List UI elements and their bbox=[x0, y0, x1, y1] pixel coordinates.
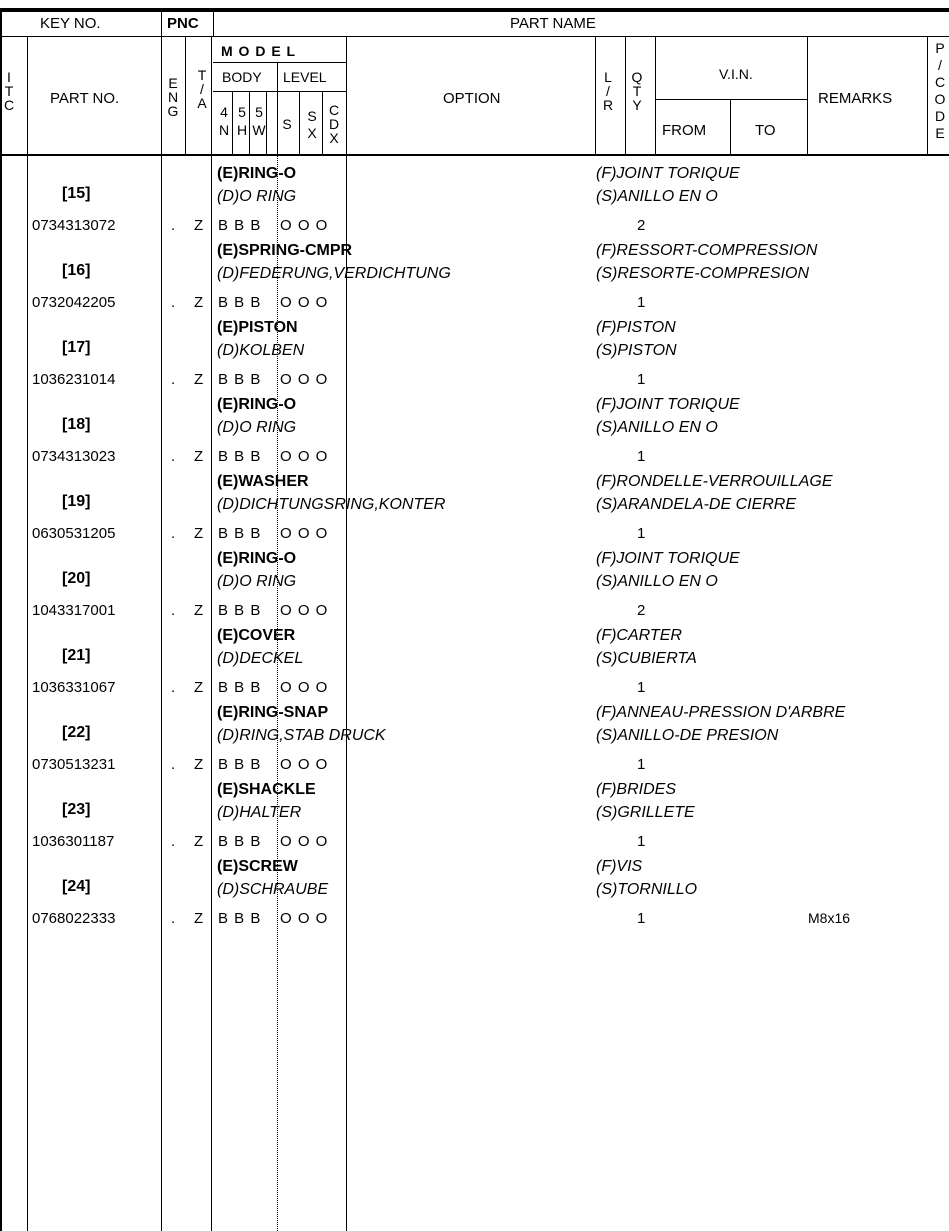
name-french: (F)BRIDES bbox=[596, 781, 676, 798]
ta-header: T / A bbox=[197, 67, 207, 111]
name-english: (E)SCREW bbox=[217, 858, 298, 875]
name-german: (D)O RING bbox=[217, 188, 297, 205]
body-codes: B B B bbox=[218, 679, 262, 696]
name-german: (D)DECKEL bbox=[217, 650, 304, 667]
model-dot: . bbox=[171, 448, 176, 465]
name-english: (E)RING-O bbox=[217, 396, 297, 413]
part-no: 1036231014 bbox=[32, 371, 116, 388]
hdr-vline-sx-cdx bbox=[322, 91, 323, 154]
quantity: 1 bbox=[637, 679, 646, 696]
hdr-vline-s-sx bbox=[299, 91, 300, 154]
key-no: [18] bbox=[62, 416, 91, 433]
ta-code: Z bbox=[194, 294, 204, 311]
name-spanish: (S)CUBIERTA bbox=[596, 650, 697, 667]
key-no-header: KEY NO. bbox=[40, 15, 101, 32]
model-dot: . bbox=[171, 679, 176, 696]
hdr-vline-4n-5h bbox=[232, 91, 233, 154]
body-codes: B B B bbox=[218, 294, 262, 311]
body-codes: B B B bbox=[218, 910, 262, 927]
body-4n-header: 4 N bbox=[218, 104, 230, 138]
ta-code: Z bbox=[194, 525, 204, 542]
name-spanish: (S)GRILLETE bbox=[596, 804, 695, 821]
part-no: 0730513231 bbox=[32, 756, 116, 773]
hdr-vline-vin-remarks bbox=[807, 36, 808, 154]
to-header: TO bbox=[755, 122, 776, 139]
name-spanish: (S)ARANDELA-DE CIERRE bbox=[596, 496, 797, 513]
qty-header: Q T Y bbox=[631, 69, 643, 113]
level-codes: O O O bbox=[280, 525, 329, 542]
level-s-header: S bbox=[282, 116, 292, 132]
vline-option bbox=[346, 36, 347, 1231]
part-no: 0734313072 bbox=[32, 217, 116, 234]
level-codes: O O O bbox=[280, 448, 329, 465]
part-no: 1036331067 bbox=[32, 679, 116, 696]
name-german: (D)FEDERUNG,VERDICHTUNG bbox=[217, 265, 451, 282]
name-english: (E)WASHER bbox=[217, 473, 309, 490]
key-no: [20] bbox=[62, 570, 91, 587]
header-bottom-rule bbox=[0, 154, 949, 156]
model-dot: . bbox=[171, 910, 176, 927]
hdr-vline-keyno-end bbox=[161, 12, 162, 36]
quantity: 1 bbox=[637, 910, 646, 927]
quantity: 1 bbox=[637, 525, 646, 542]
model-dot: . bbox=[171, 217, 176, 234]
name-english: (E)SHACKLE bbox=[217, 781, 316, 798]
name-french: (F)ANNEAU-PRESSION D'ARBRE bbox=[596, 704, 846, 721]
name-spanish: (S)RESORTE-COMPRESION bbox=[596, 265, 810, 282]
hdr-vline-body-level bbox=[277, 62, 278, 154]
model-dot: . bbox=[171, 602, 176, 619]
body-codes: B B B bbox=[218, 371, 262, 388]
ta-code: Z bbox=[194, 217, 204, 234]
name-english: (E)RING-SNAP bbox=[217, 704, 329, 721]
part-no: 0732042205 bbox=[32, 294, 116, 311]
hdr-vline-remarks-pcode bbox=[927, 36, 928, 154]
level-codes: O O O bbox=[280, 602, 329, 619]
name-german: (D)O RING bbox=[217, 419, 297, 436]
key-no: [17] bbox=[62, 339, 91, 356]
level-codes: O O O bbox=[280, 679, 329, 696]
body-codes: B B B bbox=[218, 833, 262, 850]
name-french: (F)VIS bbox=[596, 858, 643, 875]
pcode-header: P / C O D E bbox=[934, 40, 946, 141]
hdr-vline-qty-vin bbox=[655, 36, 656, 154]
name-spanish: (S)ANILLO EN O bbox=[596, 573, 718, 590]
vline-ta bbox=[211, 36, 212, 1231]
vline-partno bbox=[161, 36, 162, 1231]
level-header: LEVEL bbox=[283, 69, 327, 85]
part-name-header: PART NAME bbox=[510, 15, 596, 32]
model-dot: . bbox=[171, 294, 176, 311]
key-no: [22] bbox=[62, 724, 91, 741]
key-no: [19] bbox=[62, 493, 91, 510]
name-english: (E)RING-O bbox=[217, 165, 297, 182]
quantity: 1 bbox=[637, 294, 646, 311]
ta-code: Z bbox=[194, 833, 204, 850]
model-dot: . bbox=[171, 525, 176, 542]
body-codes: B B B bbox=[218, 756, 262, 773]
itc-header: I T C bbox=[3, 69, 15, 113]
level-codes: O O O bbox=[280, 217, 329, 234]
name-french: (F)CARTER bbox=[596, 627, 682, 644]
model-dot: . bbox=[171, 371, 176, 388]
hdr-vline-option-lr bbox=[595, 36, 596, 154]
from-header: FROM bbox=[662, 122, 707, 139]
part-no: 0768022333 bbox=[32, 910, 116, 927]
hdr-vline-5w-end bbox=[266, 91, 267, 154]
hdr-vline-lr-qty bbox=[625, 36, 626, 154]
vin-header: V.I.N. bbox=[719, 66, 753, 82]
ta-code: Z bbox=[194, 910, 204, 927]
name-german: (D)SCHRAUBE bbox=[217, 881, 329, 898]
vin-rule bbox=[655, 99, 807, 100]
quantity: 2 bbox=[637, 217, 646, 234]
level-sx-header: S X bbox=[307, 108, 317, 141]
left-border bbox=[0, 10, 2, 1231]
name-french: (F)JOINT TORIQUE bbox=[596, 550, 740, 567]
name-german: (D)DICHTUNGSRING,KONTER bbox=[217, 496, 446, 513]
top-rule bbox=[0, 8, 949, 12]
key-no: [24] bbox=[62, 878, 91, 895]
name-english: (E)SPRING-CMPR bbox=[217, 242, 353, 259]
body-codes: B B B bbox=[218, 525, 262, 542]
eng-header: E N G bbox=[167, 75, 179, 119]
part-no: 1043317001 bbox=[32, 602, 116, 619]
hdr-vline-eng-ta bbox=[185, 36, 186, 154]
remarks-header: REMARKS bbox=[818, 90, 893, 107]
name-spanish: (S)ANILLO-DE PRESION bbox=[596, 727, 779, 744]
name-german: (D)RING,STAB DRUCK bbox=[217, 727, 386, 744]
hdr-vline-5h-5w bbox=[249, 91, 250, 154]
name-german: (D)O RING bbox=[217, 573, 297, 590]
name-english: (E)COVER bbox=[217, 627, 296, 644]
key-no: [21] bbox=[62, 647, 91, 664]
name-english: (E)RING-O bbox=[217, 550, 297, 567]
body-codes: B B B bbox=[218, 602, 262, 619]
hdr-vline-pnc-end bbox=[213, 12, 214, 36]
quantity: 2 bbox=[637, 602, 646, 619]
quantity: 1 bbox=[637, 448, 646, 465]
key-no: [16] bbox=[62, 262, 91, 279]
lr-header: L / R bbox=[602, 69, 614, 113]
name-spanish: (S)PISTON bbox=[596, 342, 677, 359]
level-codes: O O O bbox=[280, 833, 329, 850]
body-header: BODY bbox=[222, 69, 262, 85]
name-french: (F)PISTON bbox=[596, 319, 676, 336]
key-no: [15] bbox=[62, 185, 91, 202]
remarks: M8x16 bbox=[808, 910, 851, 926]
part-no: 1036301187 bbox=[32, 833, 115, 850]
hdr-vline-from-to bbox=[730, 99, 731, 154]
name-spanish: (S)TORNILLO bbox=[596, 881, 698, 898]
part-no-header: PART NO. bbox=[50, 90, 120, 107]
name-french: (F)RESSORT-COMPRESSION bbox=[596, 242, 818, 259]
part-no: 0734313023 bbox=[32, 448, 116, 465]
body-5h-header: 5 H bbox=[236, 104, 248, 138]
model-dot: . bbox=[171, 756, 176, 773]
level-codes: O O O bbox=[280, 910, 329, 927]
quantity: 1 bbox=[637, 833, 646, 850]
name-german: (D)HALTER bbox=[217, 804, 302, 821]
name-english: (E)PISTON bbox=[217, 319, 298, 336]
name-spanish: (S)ANILLO EN O bbox=[596, 188, 718, 205]
body-codes: B B B bbox=[218, 217, 262, 234]
ta-code: Z bbox=[194, 371, 204, 388]
option-header: OPTION bbox=[443, 90, 501, 107]
key-no: [23] bbox=[62, 801, 91, 818]
pnc-header: PNC bbox=[167, 15, 199, 32]
ta-code: Z bbox=[194, 756, 204, 773]
ta-code: Z bbox=[194, 602, 204, 619]
name-french: (F)JOINT TORIQUE bbox=[596, 396, 740, 413]
ta-code: Z bbox=[194, 679, 204, 696]
vline-itc bbox=[27, 36, 28, 1231]
level-codes: O O O bbox=[280, 294, 329, 311]
quantity: 1 bbox=[637, 371, 646, 388]
quantity: 1 bbox=[637, 756, 646, 773]
model-rule bbox=[213, 62, 346, 63]
level-codes: O O O bbox=[280, 756, 329, 773]
name-german: (D)KOLBEN bbox=[217, 342, 305, 359]
name-french: (F)RONDELLE-VERROUILLAGE bbox=[596, 473, 833, 490]
model-dot: . bbox=[171, 833, 176, 850]
name-spanish: (S)ANILLO EN O bbox=[596, 419, 718, 436]
ta-code: Z bbox=[194, 448, 204, 465]
model-header: M O D E L bbox=[221, 43, 297, 59]
vline-model bbox=[277, 154, 278, 1231]
name-french: (F)JOINT TORIQUE bbox=[596, 165, 740, 182]
body-codes: B B B bbox=[218, 448, 262, 465]
level-codes: O O O bbox=[280, 371, 329, 388]
body-5w-header: 5 W bbox=[252, 104, 266, 138]
part-no: 0630531205 bbox=[32, 525, 116, 542]
level-cdx-header: C D X bbox=[328, 102, 340, 146]
